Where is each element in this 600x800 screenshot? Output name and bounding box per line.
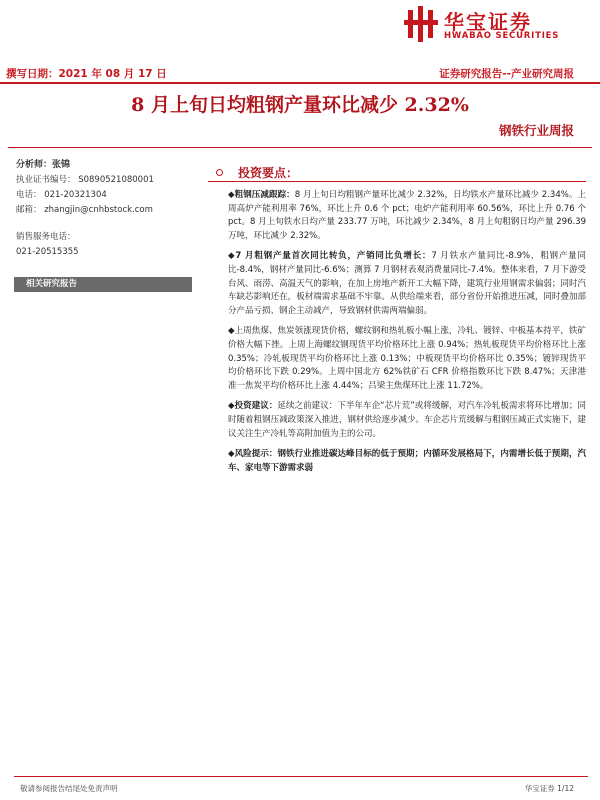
bullet-circle-icon xyxy=(216,169,223,176)
divider xyxy=(208,181,586,182)
sales-label: 销售服务电话： xyxy=(16,232,76,242)
license-number: 执业证书编号： S0890521080001 xyxy=(16,175,154,185)
paragraph-text: 延续之前建议：下半年车企“芯片荒”或将缓解，对汽车冷轧板需求将环比增加；同时随着粗钢压减政策深入推进，钢材供给逐步减少。车企芯片荒缓解与粗钢压减正式实施下，建议关注生产冷轧等高附加值为主的公司。 xyxy=(228,401,586,439)
paragraph-heading: ◆7 月粗钢产量首次同比转负，产销同比负增长： xyxy=(228,251,432,262)
report-type: 证券研究报告--产业研究周报 xyxy=(439,68,574,80)
page-title: 8 月上旬日均粗钢产量环比减少 2.32% xyxy=(131,94,469,116)
highlights-section xyxy=(228,164,586,475)
page-number: 华宝证券 1/12 xyxy=(524,784,574,793)
related-reports-header: 相关研究报告 xyxy=(14,277,192,292)
paragraph-text: 7 月铁水产量同比-8.9%，粗钢产量同比-8.4%，钢材产量同比-6.6%；测算 7 月钢材表观消费量同比-7.4%。整体来看，7 月下游受台风、雨涝、高温天气的影响，在加上房地产新开工大幅下降，建筑行业用钢需求偏弱；同时汽车缺芯影响还在，板材端需求基础不牢靠。从供给端来看，部分省份开始推进压减，同时叠加部分产品亏损、钢企主动减产，导致钢材供需两端偏弱。 xyxy=(228,251,586,316)
highlight-paragraph xyxy=(228,325,586,393)
highlight-paragraph xyxy=(228,250,586,318)
analyst-phone: 电话： 021-20321304 xyxy=(16,190,107,200)
logo-text-en: HWABAO SECURITIES xyxy=(444,31,560,41)
paragraph-text: 8 月上旬日均粗钢产量环比减少 2.32%，日均铁水产量环比减少 2.34%。上周高炉产能利用率 76%，环比上升 0.6 个 pct；电炉产能利用率 60.56%，环比上升 0.76 个 pct。8 月上旬铁水日均产量 233.77 万吨，环比减少 2.34%，8 月上旬粗钢日均产量 296.39 万吨，环比减少 2.32%。 xyxy=(228,190,586,241)
highlight-paragraph xyxy=(228,400,586,441)
sales-phone: 021-20515355 xyxy=(16,247,79,257)
report-date: 撰写日期：2021 年 08 月 17 日 xyxy=(6,68,167,80)
highlights-header xyxy=(228,164,586,182)
page-subtitle: 钢铁行业周报 xyxy=(498,123,574,138)
divider xyxy=(14,776,588,777)
paragraph-heading: ◆粗钢压减跟踪： xyxy=(228,190,295,200)
disclaimer-note: 敬请参阅报告结尾处免责声明 xyxy=(20,784,118,793)
highlights-title: 投资要点： xyxy=(238,166,299,180)
paragraph-text: ◆上周焦煤、焦炭领涨现货价格，螺纹钢和热轧板小幅上涨，冷轧、镀锌、中板基本持平，铁矿价格大幅下挫。上周上海螺纹钢现货平均价格环比上涨 0.94%；热轧板现货平均价格环比上涨 0.35%；冷轧板现货平均价格环比上涨 0.13%；中板现货平均价格环比 0.35%；镀锌现货平均价格环比下跌 0.29%。上周中国北方 62%铁矿石 CFR 价格指数环比下跌 8.47%；天津港准一焦炭平均价格环比上涨 4.44%；吕梁主焦煤环比上涨 11.72%。 xyxy=(228,326,586,391)
analyst-sidebar xyxy=(16,158,186,260)
highlight-paragraph xyxy=(228,448,586,475)
analyst-email[interactable]: 邮箱： zhangjin@cnhbstock.com xyxy=(16,205,153,215)
company-logo xyxy=(404,6,574,46)
divider xyxy=(8,147,592,148)
paragraph-heading: ◆风险提示：钢铁行业推进碳达峰目标的低于预期；内循环发展格局下，内需增长低于预期，汽车、家电等下游需求弱 xyxy=(228,449,586,473)
logo-mark-icon xyxy=(404,6,438,42)
analyst-name: 分析师：张锦 xyxy=(16,160,71,170)
paragraph-heading: ◆投资建议： xyxy=(228,401,278,412)
logo-text-cn: 华宝证券 xyxy=(444,10,532,34)
meta-bar xyxy=(0,64,600,82)
highlight-paragraph xyxy=(228,189,586,243)
divider xyxy=(0,82,600,84)
